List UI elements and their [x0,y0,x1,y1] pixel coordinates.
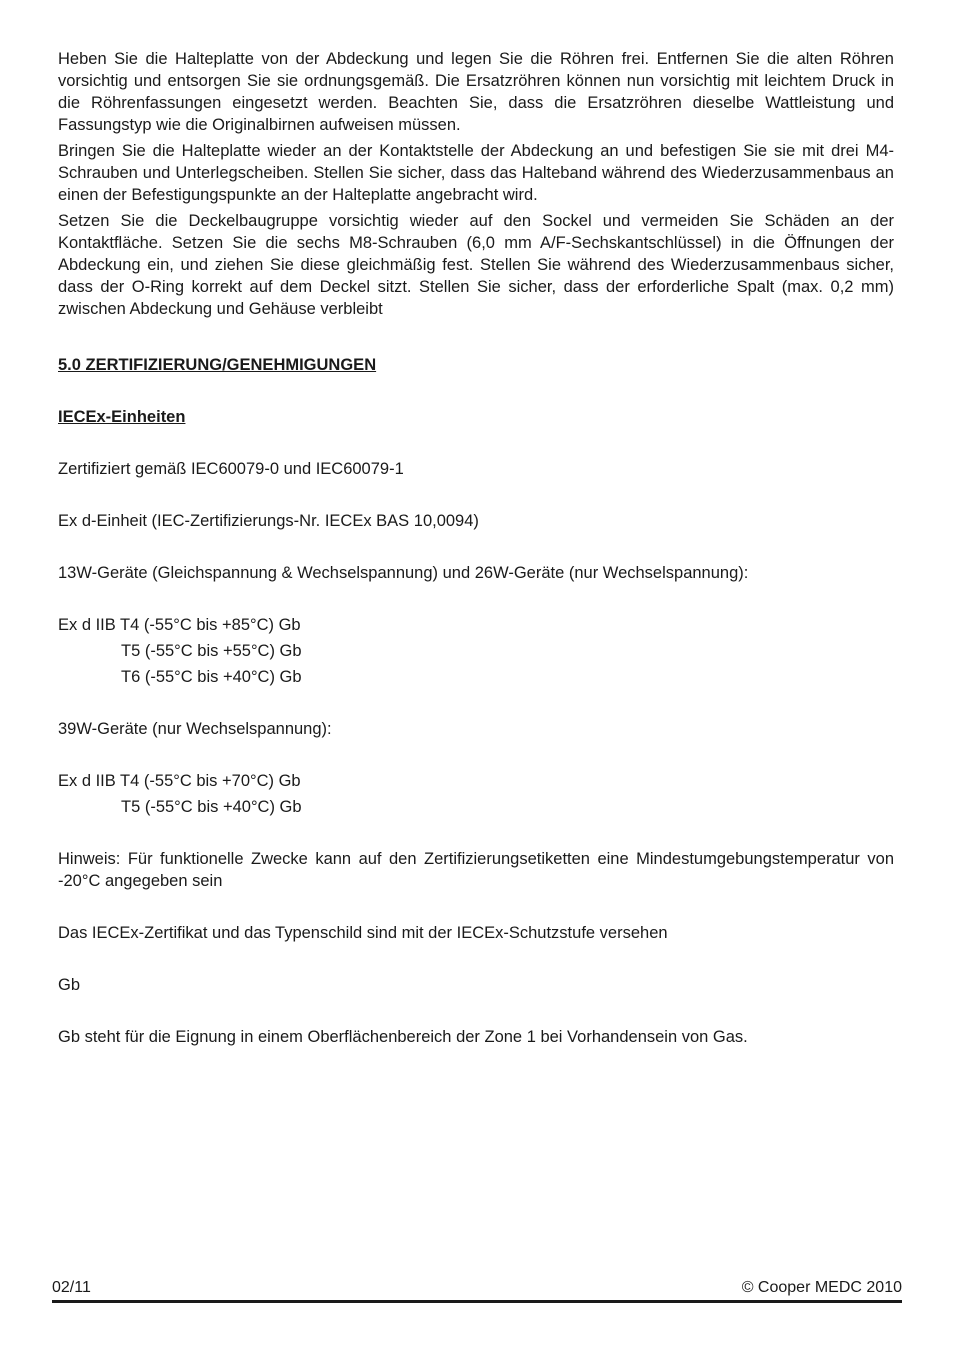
group2-rating-t4: Ex d IIB T4 (-55°C bis +70°C) Gb [58,772,301,790]
protection-level: Gb [58,976,81,994]
sub-heading: IECEx-Einheiten [58,408,186,426]
group1-rating-t6: T6 (-55°C bis +40°C) Gb [121,668,302,686]
protection-description: Gb steht für die Eignung in einem Oberflächenbereich der Zone 1 bei Vorhandensein von Gas. [58,1028,748,1046]
group1-title: 13W-Geräte (Gleichspannung & Wechselspannung) und 26W-Geräte (nur Wechselspannung): [58,564,749,582]
certificate-text: Das IECEx-Zertifikat und das Typenschild sind mit der IECEx-Schutzstufe versehen [58,924,668,942]
group2-rating-t5: T5 (-55°C bis +40°C) Gb [121,798,302,816]
paragraph-reassemble-cover: Setzen Sie die Deckelbaugruppe vorsichtig wieder auf den Sockel und vermeiden Sie Schäden an der Kontaktfläche. Setzen Sie die sechs M8-Schrauben (6,0 mm A/F-Sechskantschlüssel) in die Öffnungen der Abdeckung ein, und ziehen Sie diese gleichmäßig fest. Stellen Sie während des Wiederzusammenbaus sicher, dass der O-Ring korrekt auf dem Deckel sitzt. Stellen Sie sicher, dass der erforderliche Spalt (max. 0,2 mm) zwischen Abdeckung und Gehäuse verbleibt [58,212,894,318]
footer-date: 02/11 [52,1279,91,1296]
document-body [58,48,894,1048]
certified-standard: Zertifiziert gemäß IEC60079-0 und IEC60079-1 [58,460,404,478]
group1-rating-t4: Ex d IIB T4 (-55°C bis +85°C) Gb [58,616,301,634]
section-heading: 5.0 ZERTIFIZIERUNG/GENEHMIGUNGEN [58,356,377,374]
paragraph-refit-plate: Bringen Sie die Halteplatte wieder an der Kontaktstelle der Abdeckung an und befestigen Sie sie mit drei M4-Schrauben und Unterlegscheiben. Stellen Sie sicher, dass das Halteband während des Wiederzusammenbaus an einen der Befestigungspunkte an der Halteplatte angebracht wird. [58,142,894,204]
group2-title: 39W-Geräte (nur Wechselspannung): [58,720,332,738]
footer-divider [52,1300,902,1303]
note-min-temperature: Hinweis: Für funktionelle Zwecke kann auf den Zertifizierungsetiketten eine Mindestumgebungstemperatur von -20°C angegeben sein [58,850,894,890]
paragraph-remove-tubes: Heben Sie die Halteplatte von der Abdeckung und legen Sie die Röhren frei. Entfernen Sie die alten Röhren vorsichtig und entsorgen Sie sie ordnungsgemäß. Die Ersatzröhren können nun vorsichtig mit leichtem Druck in die Röhrenfassungen eingesetzt werden. Beachten Sie, dass die Ersatzröhren dieselbe Wattleistung und Fassungstyp wie die Originalbirnen aufweisen müssen. [58,50,894,134]
group1-rating-t5: T5 (-55°C bis +55°C) Gb [121,642,302,660]
ex-unit-certificate: Ex d-Einheit (IEC-Zertifizierungs-Nr. IECEx BAS 10,0094) [58,512,479,530]
footer-copyright: © Cooper MEDC 2010 [741,1279,902,1296]
